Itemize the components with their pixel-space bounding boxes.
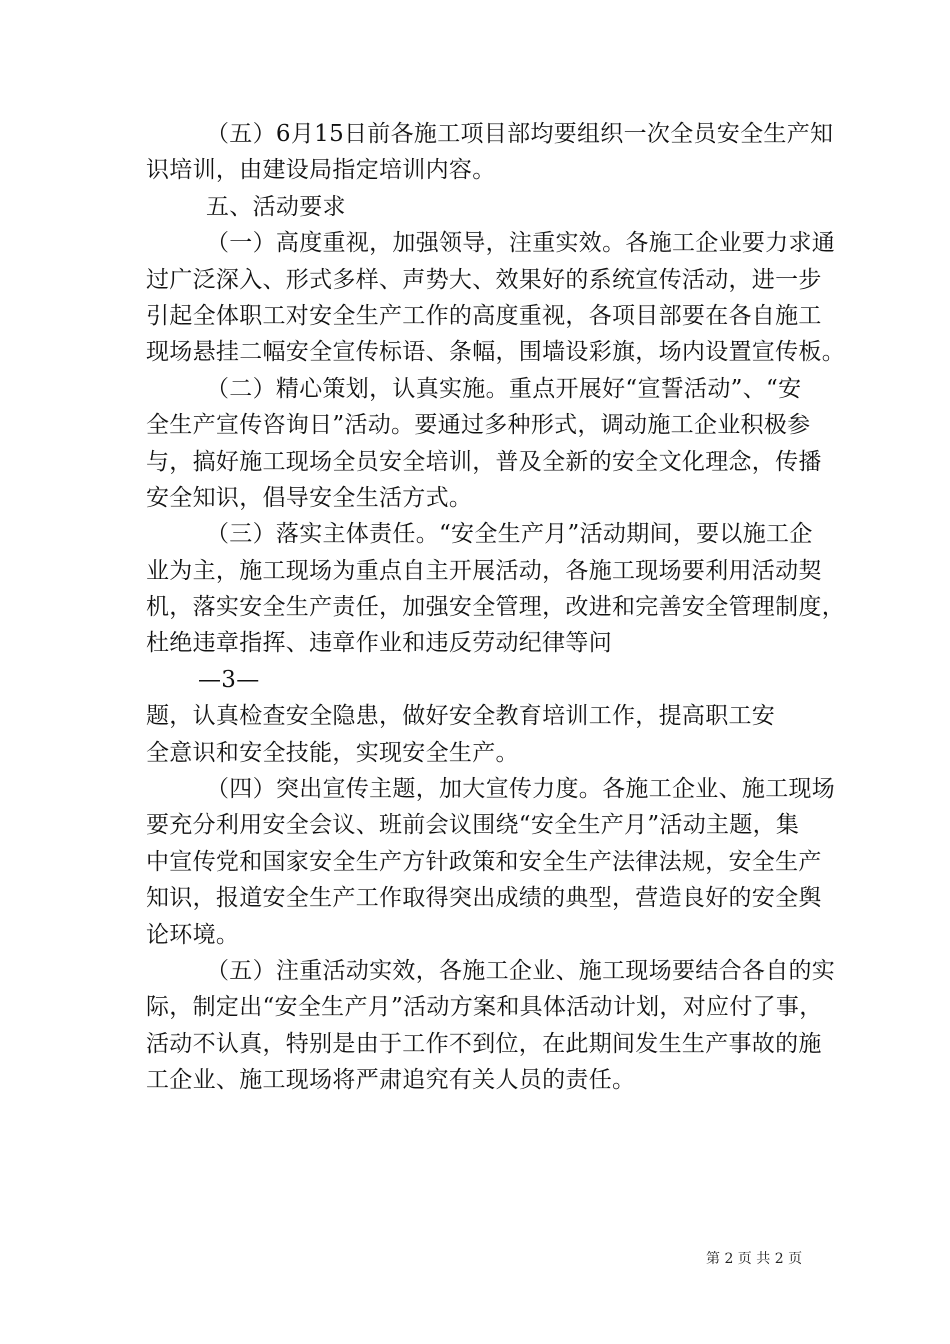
paragraph-line: 引起全体职工对安全生产工作的高度重视，各项目部要在各自施工 — [146, 302, 822, 329]
paragraph-line: （二）精心策划，认真实施。重点开展好“宣誓活动”、“安 — [206, 375, 802, 402]
paragraph-line: 中宣传党和国家安全生产方针政策和安全生产法律法规，安全生产 — [146, 848, 822, 875]
paragraph-line: 论环境。 — [146, 921, 240, 948]
paragraph-line: 过广泛深入、形式多样、声势大、效果好的系统宣传活动，进一步 — [146, 266, 822, 293]
paragraph-line: （三）落实主体责任。“安全生产月”活动期间，要以施工企 — [206, 521, 813, 548]
paragraph-line: 工企业、施工现场将严肃追究有关人员的责任。 — [146, 1067, 636, 1094]
paragraph-line: 际，制定出“安全生产月”活动方案和具体活动计划，对应付了事， — [146, 994, 823, 1021]
section-heading: 五、活动要求 — [206, 193, 346, 220]
page-number-mark: —3— — [198, 666, 260, 693]
paragraph-line: （一）高度重视，加强领导，注重实效。各施工企业要力求通 — [206, 230, 836, 257]
paragraph-line: 要充分利用安全会议、班前会议围绕“安全生产月”活动主题，集 — [146, 812, 800, 839]
paragraph-line: 全意识和安全技能，实现安全生产。 — [146, 739, 519, 766]
paragraph-line: 知识，报道安全生产工作取得突出成绩的典型，营造良好的安全舆 — [146, 885, 822, 912]
page-footer: 第 2 页 共 2 页 — [706, 1251, 803, 1267]
paragraph-line: 现场悬挂二幅安全宣传标语、条幅，围墙设彩旗，场内设置宣传板。 — [146, 339, 845, 366]
paragraph-line: （四）突出宣传主题，加大宣传力度。各施工企业、施工现场 — [206, 776, 836, 803]
paragraph-line: 活动不认真，特别是由于工作不到位，在此期间发生生产事故的施 — [146, 1030, 822, 1057]
document-body — [146, 116, 845, 1099]
paragraph-line: （五）注重活动实效，各施工企业、施工现场要结合各自的实 — [206, 957, 836, 984]
paragraph-line: 与，搞好施工现场全员安全培训，普及全新的安全文化理念，传播 — [146, 448, 822, 475]
paragraph-line: 题，认真检查安全隐患，做好安全教育培训工作，提高职工安 — [146, 703, 776, 730]
paragraph-line: 杜绝违章指挥、违章作业和违反劳动纪律等问 — [146, 630, 612, 657]
paragraph-line: 全生产宣传咨询日”活动。要通过多种形式，调动施工企业积极参 — [146, 412, 811, 439]
paragraph-line: 机，落实安全生产责任，加强安全管理，改进和完善安全管理制度， — [146, 594, 845, 621]
paragraph-line: （五）6月15日前各施工项目部均要组织一次全员安全生产知 — [206, 121, 834, 147]
paragraph-line: 识培训，由建设局指定培训内容。 — [146, 157, 496, 184]
paragraph-line: 业为主，施工现场为重点自主开展活动，各施工现场要利用活动契 — [146, 557, 822, 584]
paragraph-line: 安全知识，倡导安全生活方式。 — [146, 484, 473, 511]
